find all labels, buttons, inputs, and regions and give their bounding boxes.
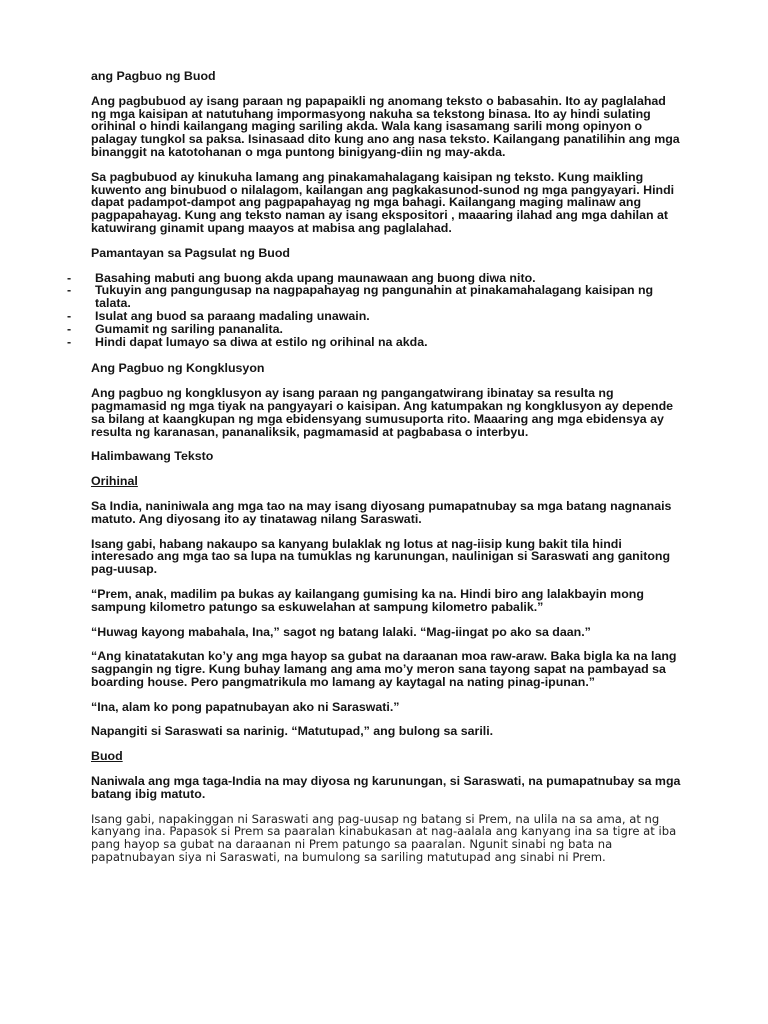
original-paragraph: “Ang kinatatakutan ko’y ang mga hayop sa gubat na daraanan moa raw-araw. Baka bigla ka na lang sagpangin ng tigre. Kung buhay lamang ang ama mo’y meron sana tayong sapat na pambayad sa boarding house. Pero pangmatrikula mo lamang ay kaytagal na nating pinag-ipunan.” <box>91 649 677 689</box>
intro-paragraph-2: Sa pagbubuod ay kinukuha lamang ang pinakamahalagang kaisipan ng teksto. Kung maikling kuwento ang binubuod o nilalagom, kailangan ang pagkakasunod-sunod ng mga pangyayari. Hindi dapat padampot-dampot ang pagpapahayag ng mga bahagi. Kailangang maging malinaw ang pagpapahayag. Kung ang teksto naman ay isang ekspositori , maaaring ilahad ang mga dahilan at katuwirang ginamit upang maayos at mabisa ang paglalahad. <box>91 169 675 235</box>
guideline-item <box>67 336 681 349</box>
guideline-text: Isulat ang buod sa paraang madaling unawain. <box>95 308 370 323</box>
conclusion-paragraph: Ang pagbuo ng kongklusyon ay isang paraan ng pangangatwirang ibinatay sa resulta ng pagmamasid ng mga tiyak na pangyayari o kaisipan. Ang katumpakan ng kongklusyon ay depende sa bilang at kaangkupan ng mga ebidensyang sumusuporta rito. Maaaring ang mga ebidensya ay resulta ng karanasan, pananaliksik, pagmamasid at pagbabasa o interbyu. <box>91 386 674 439</box>
original-label: Orihinal <box>91 474 138 489</box>
document-body <box>67 69 681 876</box>
guideline-item <box>67 310 681 323</box>
conclusion-heading: Ang Pagbuo ng Kongklusyon <box>91 361 265 376</box>
guideline-item <box>67 284 681 310</box>
guidelines-heading: Pamantayan sa Pagsulat ng Buod <box>91 245 290 260</box>
guideline-text: Hindi dapat lumayo sa diwa at estilo ng orihinal na akda. <box>95 334 428 349</box>
original-paragraph: Napangiti si Saraswati sa narinig. “Matutupad,” ang bulong sa sarili. <box>91 724 494 739</box>
original-paragraph: Sa India, naniniwala ang mga tao na may isang diyosang pumapatnubay sa mga batang nagnanais matuto. Ang diyosang ito ay tinatawag nilang Saraswati. <box>91 498 672 526</box>
summary-label: Buod <box>91 749 123 764</box>
guideline-text: Basahing mabuti ang buong akda upang maunawaan ang buong diwa nito. <box>95 270 536 285</box>
bullet-dash: - <box>67 334 72 349</box>
bullet-dash: - <box>67 270 72 285</box>
original-paragraph: Isang gabi, habang nakaupo sa kanyang bulaklak ng lotus at nag-iisip kung bakit tila hindi interesado ang mga tao sa lupa na tumuklas ng karunungan, naulinigan si Saraswati ang ganitong pag-uusap. <box>91 536 671 577</box>
bullet-dash: - <box>67 308 72 323</box>
example-heading: Halimbawang Teksto <box>91 449 214 464</box>
summary-paragraph: Naniwala ang mga taga-India na may diyosa ng karunungan, si Saraswati, na pumapatnubay sa mga batang ibig matuto. <box>91 774 681 801</box>
original-paragraph: “Prem, anak, madilim pa bukas ay kailangang gumising ka na. Hindi biro ang lalakbayin mong sampung kilometro patungo sa eskuwelahan at sampung kilometro pabalik.” <box>91 586 644 614</box>
bullet-dash: - <box>67 321 72 336</box>
bullet-dash: - <box>67 283 72 298</box>
guideline-item <box>67 323 681 336</box>
guideline-text: Gumamit ng sariling pananalita. <box>95 321 283 336</box>
guidelines-list <box>67 272 681 349</box>
intro-paragraph-1: Ang pagbubuod ay isang paraan ng papapaikli ng anomang teksto o babasahin. Ito ay paglalahad ng mga kaisipan at natutuhang impormasyong nakuha sa tekstong binasa. Ito ay hindi sulating orihinal o hindi kailangang maging sariling akda. Wala kang isasamang sarili mong opinyon o palagay tungkol sa paksa. Isinasaad dito kung ano ang nasa teksto. Kailangang panatilihin ang mga binanggit na katotohanan o mga puntong binigyang-diin ng may-akda. <box>91 93 680 159</box>
original-paragraph: “Ina, alam ko pong papatnubayan ako ni Saraswati.” <box>91 699 400 714</box>
summary-paragraph-2: Isang gabi, napakinggan ni Saraswati ang pag-uusap ng batang si Prem, na ulila na sa ama, at ng kanyang ina. Papasok si Prem sa paaralan kinabukasan at nag-aalala ang kanyang ina sa tigre at iba pang hayop sa gubat na daraanan ni Prem patungo sa paaralan. Ngunit sinabi ng bata na papatnubayan siya ni Saraswati, na bumulong sa sariling matutupad ang sinabi ni Prem. <box>91 811 677 865</box>
section-title-buod: ang Pagbuo ng Buod <box>91 69 216 83</box>
original-paragraph: “Huwag kayong mabahala, Ina,” sagot ng batang lalaki. “Mag-iingat po ako sa daan.” <box>91 624 591 639</box>
guideline-text: Tukuyin ang pangungusap na nagpapahayag ng pangunahin at pinakamahalagang kaisipan ng talata. <box>95 283 654 311</box>
